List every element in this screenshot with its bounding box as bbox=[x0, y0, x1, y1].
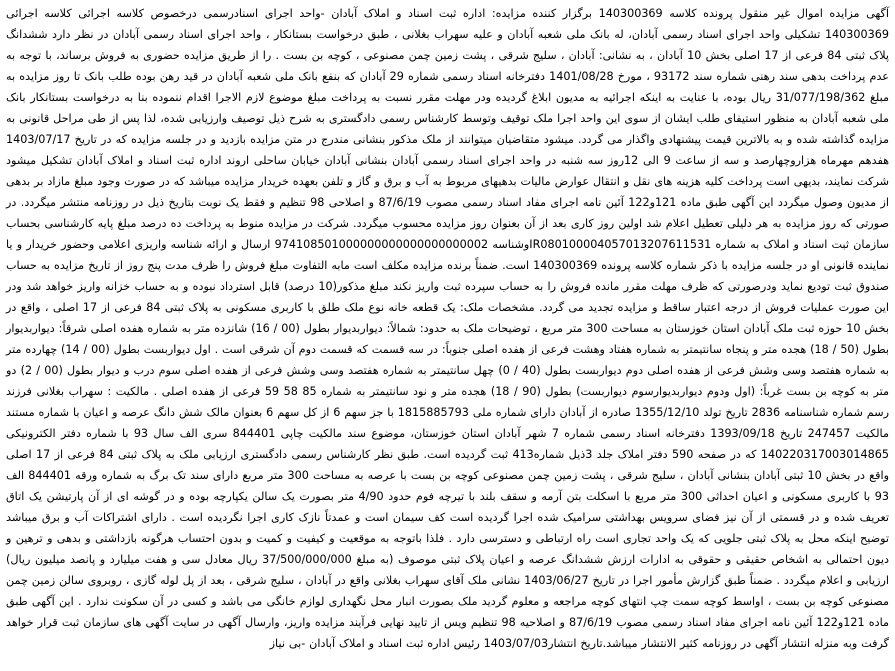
auction-notice-text: آگهی مزایده اموال غیر منقول پرونده کلاسه 140300369 برگزار کننده مزایده: اداره ثبت اسناد و املاک آبادان -واحد اجرای اسنادرسمی درخصوص کلاسه اجرائی کلاسه اجرائی 140300369 تشکیلی واحد اجرای اسناد رسمی آبادان، له بانک ملی شعبه آبادان و علیه سهراب بغلانی ، طبق درخواست بستانکار ، واحد اجرای اسناد رسمی آبادان در نظر دارد ششدانگ پلاک ثبتی 84 فرعی از 17 اصلی بخش 10 آبادان ، به نشانی: آبادان ، سلیج شرقی ، پشت زمین چمن مصنوعی ، کوچه بن بست . را از طریق مزایده حضوری به فروش برساند، با توجه به عدم پرداخت بدهی سند رهنی شماره سند 93172 ، مورخ 1401/08/28 دفترخانه اسناد رسمی شماره 29 آبادان که بنفع بانک ملی شعبه آبادان در قید رهن بوده طلب بانک تا روز مزایده به مبلغ 31/077/198/362 ریال بوده، با عنایت به اینکه اجرائیه به مدیون ابلاغ گردیده ودر مهلت مقرر نسبت به پرداخت مبلغ موضوع لازم الاجرا اقدام ننموده بنا به درخواست بستانکار بانک ملی شعبه آبادان به منظور استیفای طلب ایشان از سوی این واحد اجرا ملک توقیف وتوسط کارشناس رسمی دادگستری به شرح ذیل توصیف وارزیابی شده، لذا پس از طی مراحل قانونی به مزایده گذاشته شده و به بالاترین قیمت پیشنهادی واگذار می گردد. میشود متقاضیان میتوانند از ملک مذکور بنشانی مندرج در متن مزایده بازدید و در جلسه مزایده که در تاریخ 1403/07/17 هفدهم مهرماه هزاروچهارصد و سه از ساعت 9 الی 12روز سه شنبه در واحد اجرای اسناد رسمی آبادان بنشانی آبادان خیابان ساحلی اروند اداره ثبت اسناد و املاک آبادان تشکیل میشود شرکت نمایند، بدیهی است پرداخت کلیه هزینه های نقل و انتقال عوارض مالیات بدهیهای مربوط به آب و برق و گاز و تلفن بعهده خریدار مزایده میباشد که در صورت وجود مبلغ مازاد بر بدهی از مدیون وصول میگردد این آگهی طبق ماده 121و122 آئین نامه اجرای مفاد اسناد رسمی مصوب 87/6/19 و اصلاحی 98 تنظیم و فقط یک نوبت بتاریخ ذیل در روزنامه منتشر میگردد. در صورتی که روز مزایده به هر دلیلی تعطیل اعلام شد اولین روز کاری بعد از آن بعنوان روز مزایده محسوب میگردد. شرکت در مزایده منوط به پرداخت ده درصد مبلغ پایه کارشناسی بحساب سازمان ثبت اسناد و املاک به شماره IR080100004057013207611531وشناسه 974108501000000000000000000002 ارسال و ارائه شناسه واریزی اعلامی وحضور خریدار و یا نماینده قانونی او در جلسه مزایده با ذکر شماره کلاسه پرونده 140300369 است. ضمناً برنده مزایده مکلف است مابه التفاوت مبلغ فروش را ظرف مدت پنج روز از تاریخ مزایده به حساب صندوق ثبت تودیع نماید ودرصورتی که ظرف مهلت مقرر مانده فروش را به حساب سپرده ثبت واریز نکند مبلغ مذکور(10 درصد) قابل استرداد نبوده و به حساب خزانه واریز خواهد شد ودر این صورت عملیات فروش از درجه اعتبار ساقط و مزایده تجدید می گردد. مشخصات ملک: یک قطعه خانه نوع ملک طلق با کاربری مسکونی به پلاک ثبتی 84 فرعی از 17 اصلی ، واقع در بخش 10 حوزه ثبت ملک آبادان استان خوزستان به مساحت 300 متر مربع ، توضیحات ملک به حدود: شمالاً: دیواربدیوار بطول (00 / 16) شانزده متر به شماره هفده اصلی شرقاً: دیواربدیوار بطول (50 / 18) هجده متر و پنجاه سانتیمتر به شماره هفتاد وهشت فرعی از هفده اصلی جنوباً: در سه قسمت که قسمت دوم آن شرقی است . اول دیواربست بطول (00 / 14) چهارده متر به شماره هفتصد وسی وشش فرعی از هفده اصلی دوم دیواربست بطول (40 / 0) چهل سانتیمتر به شماره هفتصد وسی وشش فرعی از هفده اصلی سوم درب و دیوار بطول (00 / 2) دو متر به کوچه بن بست غرباً: (اول ودوم دیواربدیوارسوم دیواربست) بطول (90 / 18) هجده متر و نود سانتیمتر به شماره 85 58 59 فرعی از هفده اصلی . مالکیت : سهراب بغلانی فرزند رسم شماره شناسنامه 2836 تاریخ تولد 1355/12/10 صادره از آبادان دارای شماره ملی 1815885793 با جز سهم 6 از کل سهم 6 بعنوان مالک شش دانگ عرصه و اعیان با شماره مستند مالکیت 247457 تاریخ 1393/09/18 دفترخانه اسناد رسمی شماره 7 شهر آبادان استان خوزستان، موضوع سند مالکیت چاپی 844401 سری الف سال 93 با شماره دفتر الکترونیکی 140220317003014865 که در صفحه 590 دفتر املاک جلد 3ذیل شماره413 ثبت گردیده است. طبق نظر کارشناس رسمی دادگستری ارزیابی ملک به پلاک ثبتی 84 فرعی از 17 اصلی واقع در بخش 10 ثبتی آبادان بنشانی آبادان ، سلیج شرقی ، پشت زمین چمن مصنوعی کوچه بن بست با عرصه به مساحت 300 متر مربع دارای سند تک برگ به شماره ورقه 844401 الف 93 با کاربری مسکونی و اعیان احداثی 300 متر مربع با اسکلت بتن آرمه و سقف بلند با تیرچه فوم حدود 4/90 متر بصورت یک سالن یکپارچه بوده و در گوشه ای از آن پارتیشن یک اتاق تعریف شده و در قسمتی از آن نیز فضای سرویس بهداشتی سرامیک شده اجرا گردیده است کف سیمان است و عمدتاً نازک کاری اجرا نگردیده است . دارای اشتراکات آب و برق میباشد توضیح اینکه محل به پلاک ثبتی جلویی که یک واحد تجاری است راه ارتباطی و دسترسی دارد . فلذا باتوجه به موقعیت و کیفیت و کمیت و بدون احتساب هرگونه بازداشتی و بدهی و ترهین و دیون احتمالی به اشخاص حقیقی و حقوقی به ادارات ارزش ششدانگ عرصه و اعیان پلاک ثبتی موصوف (به مبلغ 37/500/000/000 ریال معادل سی و هفت میلیارد و پانصد میلیون ریال) ارزیابی و اعلام میگردد . ضمناً طبق گزارش مأمور اجرا در تاریخ 1403/06/27 نشانی ملک آقای سهراب بغلانی واقع در آبادان ، سلیج شرقی ، بعد از پل لوله گازی ، روبروی سالن زمین چمن مصنوعی کوچه بن بست ، اواسط کوچه سمت چپ انتهای کوچه مراجعه و معلوم گردید ملک بصورت انبار محل نگهداری لوازم خانگی می باشد و کسی در آن سکونت ندارد . این آگهی طبق ماده 121و122 آئین نامه اجرای مفاد اسناد رسمی مصوب 87/6/19 و اصلاحیه 98 تنظیم ویس از تایید نهایی فرآیند مزایده واریز، وارسال آگهی در سایت آگهی های سازمان ثبت قرار خواهد گرفت وبه منزله انتشار آگهی در روزنامه کثیر الانتشار میباشد.تاریخ انتشار1403/07/03 رئیس اداره ثبت اسناد و املاک آبادان -بی نیاز bbox=[6, 7, 890, 650]
